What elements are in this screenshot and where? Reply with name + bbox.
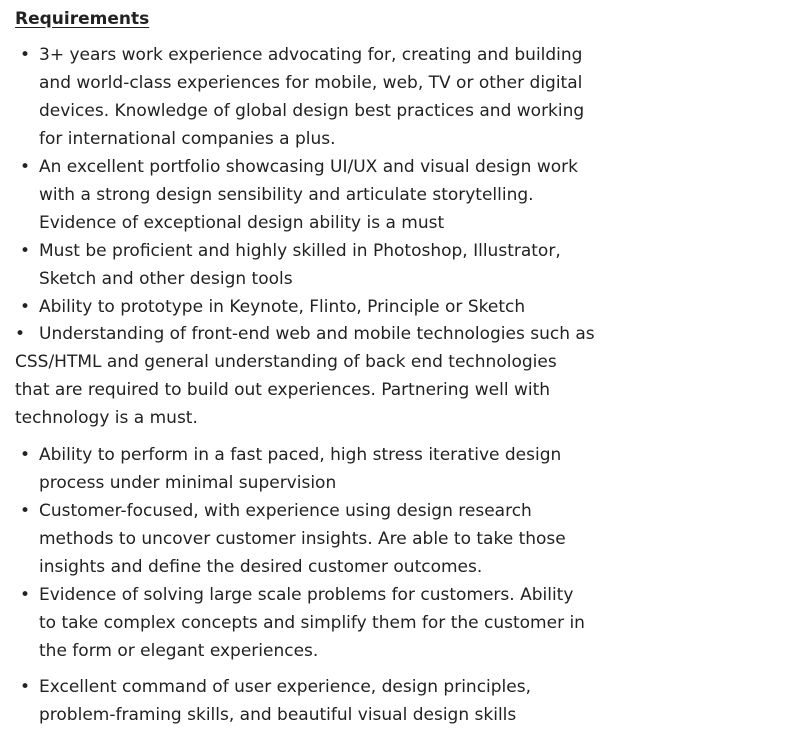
list-item-text: Evidence of solving large scale problems for customers. Ability to take complex concepts and simplify them for the customer in the form or elegant experiences. bbox=[39, 585, 585, 661]
list-item-text: Ability to prototype in Keynote, Flinto, Principle or Sketch bbox=[39, 297, 526, 317]
inline-bullet-paragraph bbox=[15, 320, 595, 432]
bullet-icon: • bbox=[19, 297, 31, 317]
list-item bbox=[15, 441, 595, 497]
bullet-icon: • bbox=[19, 45, 31, 65]
list-item-text: An excellent portfolio showcasing UI/UX and visual design work with a strong design sensibility and articulate storytelling. Evidence of exceptional design ability is a must bbox=[39, 157, 578, 233]
list-item-text: Ability to perform in a fast paced, high stress iterative design process under minimal supervision bbox=[39, 445, 562, 493]
list-item-text: Must be proficient and highly skilled in Photoshop, Illustrator, Sketch and other design tools bbox=[39, 241, 561, 289]
list-item bbox=[15, 497, 595, 581]
list-item bbox=[15, 673, 595, 729]
list-item-text: Customer-focused, with experience using design research methods to uncover customer insights. Are able to take those insights and define the desired customer outcomes. bbox=[39, 501, 566, 577]
list-item bbox=[15, 237, 595, 293]
list-item bbox=[15, 153, 595, 237]
requirements-list-1 bbox=[15, 41, 595, 321]
requirements-list-3 bbox=[15, 673, 595, 729]
list-item bbox=[15, 41, 595, 153]
requirements-list-2 bbox=[15, 441, 595, 665]
list-item-text: 3+ years work experience advocating for, creating and building and world-class experiences for mobile, web, TV or other digital devices. Knowledge of global design best practices and working for international companies a plus. bbox=[39, 45, 585, 149]
bullet-icon: • bbox=[19, 501, 31, 521]
bullet-icon: • bbox=[19, 157, 31, 177]
bullet-icon: • bbox=[19, 585, 31, 605]
list-item bbox=[15, 581, 595, 665]
bullet-icon: • bbox=[15, 324, 26, 344]
bullet-icon: • bbox=[19, 241, 31, 261]
paragraph-text: Understanding of front-end web and mobile technologies such as CSS/HTML and general understanding of back end technologies that are required to build out experiences. Partnering well with technology is a must. bbox=[15, 324, 595, 428]
requirements-heading: Requirements bbox=[15, 9, 150, 29]
bullet-icon: • bbox=[19, 445, 31, 465]
bullet-icon: • bbox=[19, 677, 31, 697]
list-item-text: Excellent command of user experience, design principles, problem-framing skills, and beautiful visual design skills bbox=[39, 677, 531, 725]
list-item bbox=[15, 293, 595, 321]
